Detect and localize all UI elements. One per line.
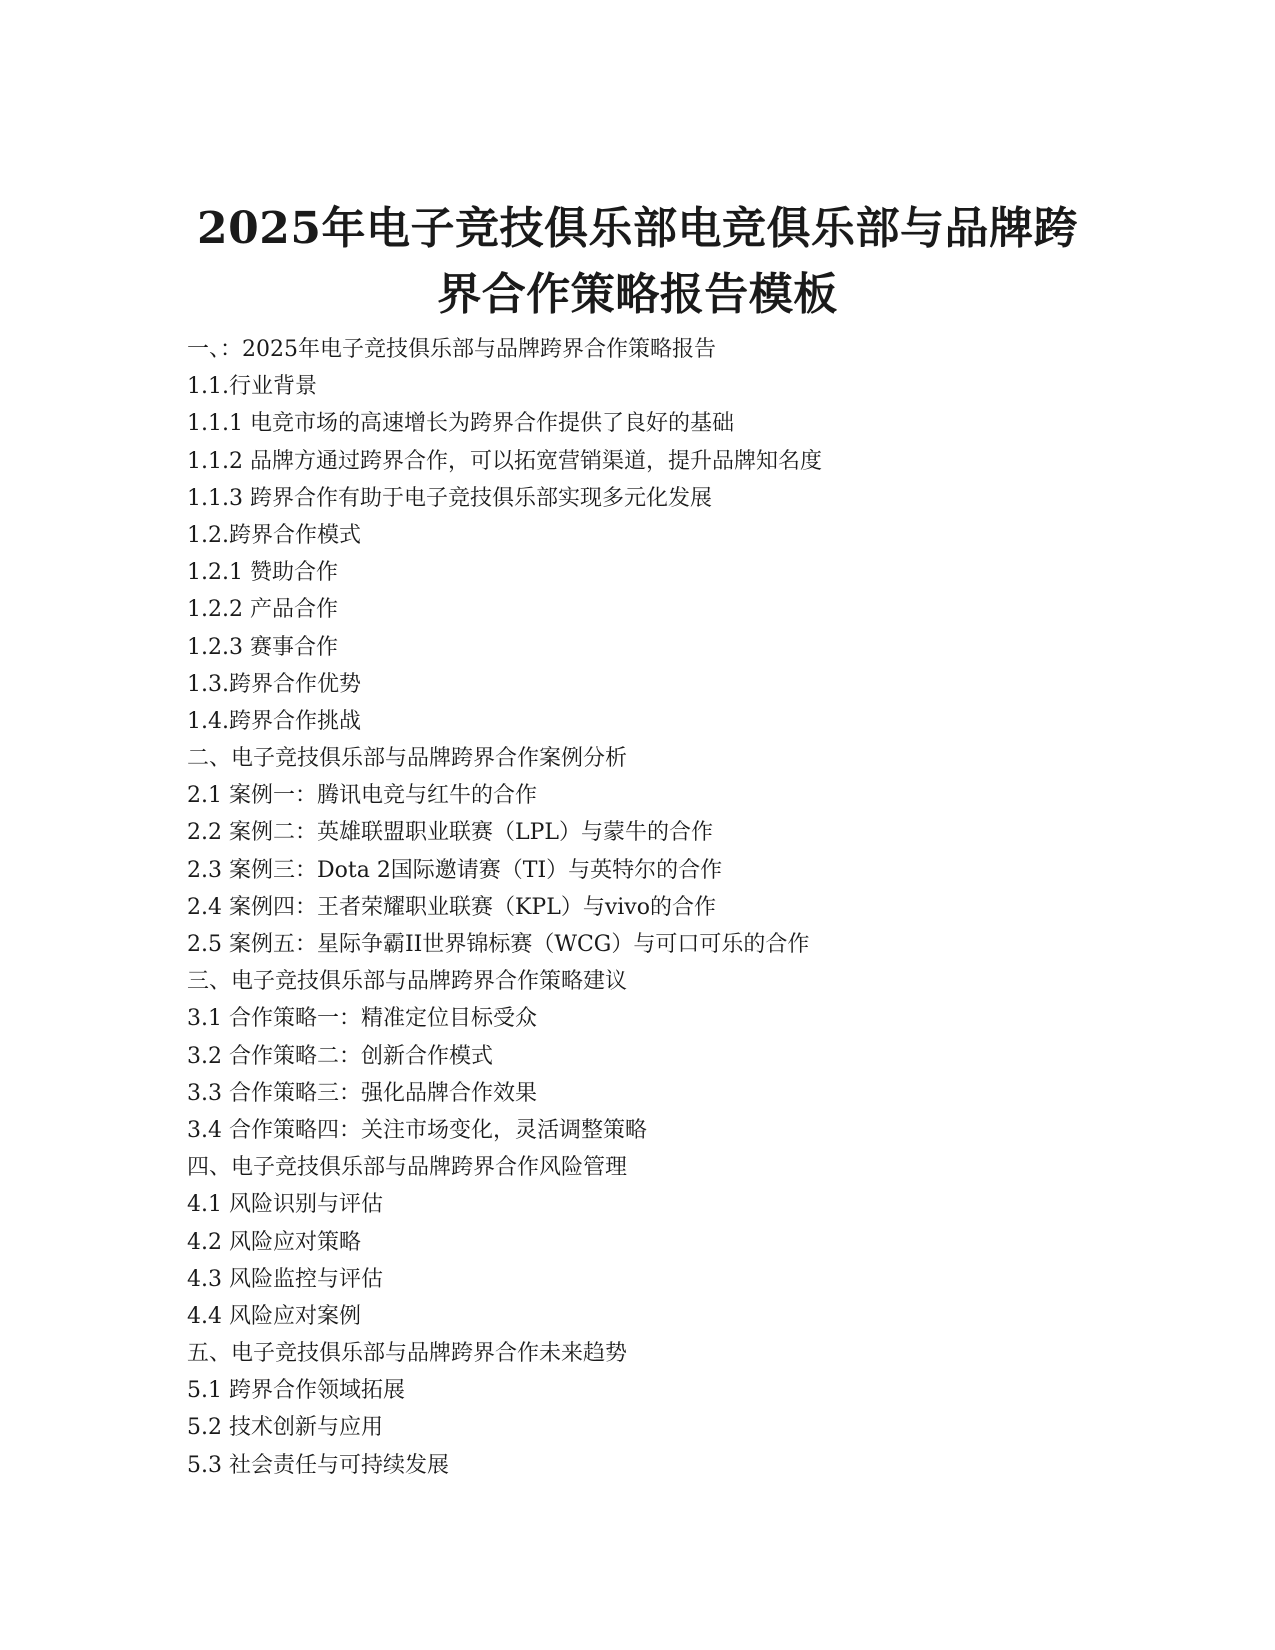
toc-item: 4.4 风险应对案例: [187, 1303, 361, 1329]
toc-item: 1.2.跨界合作模式: [187, 522, 361, 548]
toc-item: 3.4 合作策略四：关注市场变化，灵活调整策略: [187, 1117, 647, 1143]
title-line-2: 界合作策略报告模板: [437, 269, 838, 320]
toc-item: 5.1 跨界合作领域拓展: [187, 1378, 405, 1404]
title-line-1: 2025年电子竞技俱乐部电竞俱乐部与品牌跨: [197, 203, 1078, 254]
toc-item: 5.3 社会责任与可持续发展: [187, 1452, 449, 1478]
toc-item: 1.2.1 赞助合作: [187, 560, 338, 586]
toc-item: 1.3.跨界合作优势: [187, 671, 361, 697]
toc-item: 1.1.2 品牌方通过跨界合作，可以拓宽营销渠道，提升品牌知名度: [187, 448, 822, 474]
toc-item: 1.2.2 产品合作: [187, 597, 338, 623]
toc-item: 四、电子竞技俱乐部与品牌跨界合作风险管理: [187, 1155, 628, 1181]
toc-item: 1.1.1 电竞市场的高速增长为跨界合作提供了良好的基础: [187, 411, 734, 437]
toc-item: 2.1 案例一：腾讯电竞与红牛的合作: [187, 783, 537, 809]
toc-item: 4.3 风险监控与评估: [187, 1266, 383, 1292]
toc-item: 1.4.跨界合作挑战: [187, 708, 361, 734]
toc-item: 4.2 风险应对策略: [187, 1229, 361, 1255]
toc-item: 5.2 技术创新与应用: [187, 1415, 383, 1441]
toc-item: 2.5 案例五：星际争霸II世界锦标赛（WCG）与可口可乐的合作: [187, 932, 810, 957]
table-of-contents: [187, 331, 1147, 1484]
toc-item: 1.2.3 赛事合作: [187, 634, 338, 660]
toc-item: 二、电子竞技俱乐部与品牌跨界合作案例分析: [187, 746, 628, 772]
toc-item: 1.1.3 跨界合作有助于电子竞技俱乐部实现多元化发展: [187, 485, 712, 511]
toc-item: 3.3 合作策略三：强化品牌合作效果: [187, 1080, 537, 1106]
toc-item: 三、电子竞技俱乐部与品牌跨界合作策略建议: [187, 969, 628, 995]
toc-item: 五、电子竞技俱乐部与品牌跨界合作未来趋势: [187, 1341, 628, 1367]
toc-item: 4.1 风险识别与评估: [187, 1192, 383, 1218]
toc-item: 3.1 合作策略一：精准定位目标受众: [187, 1006, 537, 1032]
toc-item: 2.3 案例三：Dota 2国际邀请赛（TI）与英特尔的合作: [187, 857, 723, 883]
document-title: [150, 196, 1125, 328]
toc-item: 一、：2025年电子竞技俱乐部与品牌跨界合作策略报告: [187, 337, 716, 362]
toc-item: 2.2 案例二：英雄联盟职业联赛（LPL）与蒙牛的合作: [187, 820, 714, 846]
toc-item: 1.1.行业背景: [187, 374, 317, 400]
toc-item: 3.2 合作策略二：创新合作模式: [187, 1043, 493, 1069]
toc-item: 2.4 案例四：王者荣耀职业联赛（KPL）与vivo的合作: [187, 894, 716, 920]
